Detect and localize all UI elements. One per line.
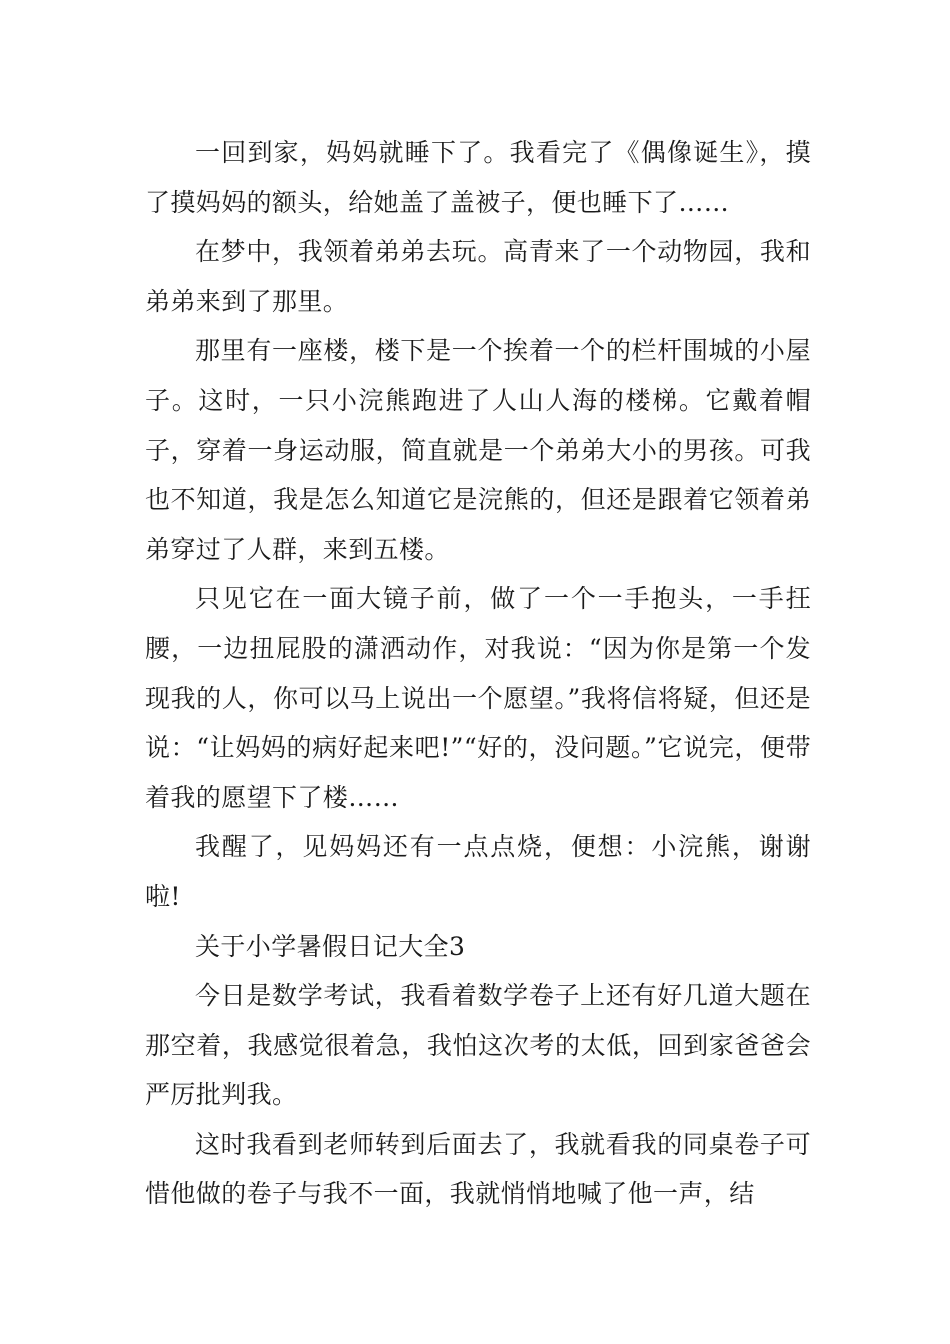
- paragraph: 我醒了，见妈妈还有一点点烧，便想：小浣熊，谢谢啦!: [145, 832, 811, 911]
- paragraph: 那里有一座楼，楼下是一个挨着一个的栏杆围城的小屋子。这时，一只小浣熊跑进了人山人海的楼梯。它戴着帽子，穿着一身运动服，简直就是一个弟弟大小的男孩。可我也不知道，我是怎么知道它是浣熊的，但还是跟着它领着弟弟穿过了人群，来到五楼。: [145, 336, 811, 564]
- document-page: [145, 128, 811, 1219]
- paragraph: 今日是数学考试，我看着数学卷子上还有好几道大题在那空着，我感觉很着急，我怕这次考的太低，回到家爸爸会严厉批判我。: [145, 981, 811, 1110]
- paragraph: 这时我看到老师转到后面去了，我就看我的同桌卷子可惜他做的卷子与我不一面，我就悄悄地喊了他一声，结: [145, 1129, 811, 1209]
- paragraph: 在梦中，我领着弟弟去玩。高青来了一个动物园，我和弟弟来到了那里。: [145, 237, 811, 316]
- paragraph: 只见它在一面大镜子前，做了一个一手抱头，一手抂腰，一边扭屁股的潇洒动作，对我说：“因为你是第一个发现我的人，你可以马上说出一个愿望。”我将信将疑，但还是说：“让妈妈的病好起来吧!”“好的，没问题。”它说完，便带着我的愿望下了楼……: [145, 584, 811, 812]
- section-title: 关于小学暑假日记大全3: [195, 931, 466, 961]
- paragraph: 一回到家，妈妈就睡下了。我看完了《偶像诞生》，摸了摸妈妈的额头，给她盖了盖被子，便也睡下了……: [145, 138, 811, 217]
